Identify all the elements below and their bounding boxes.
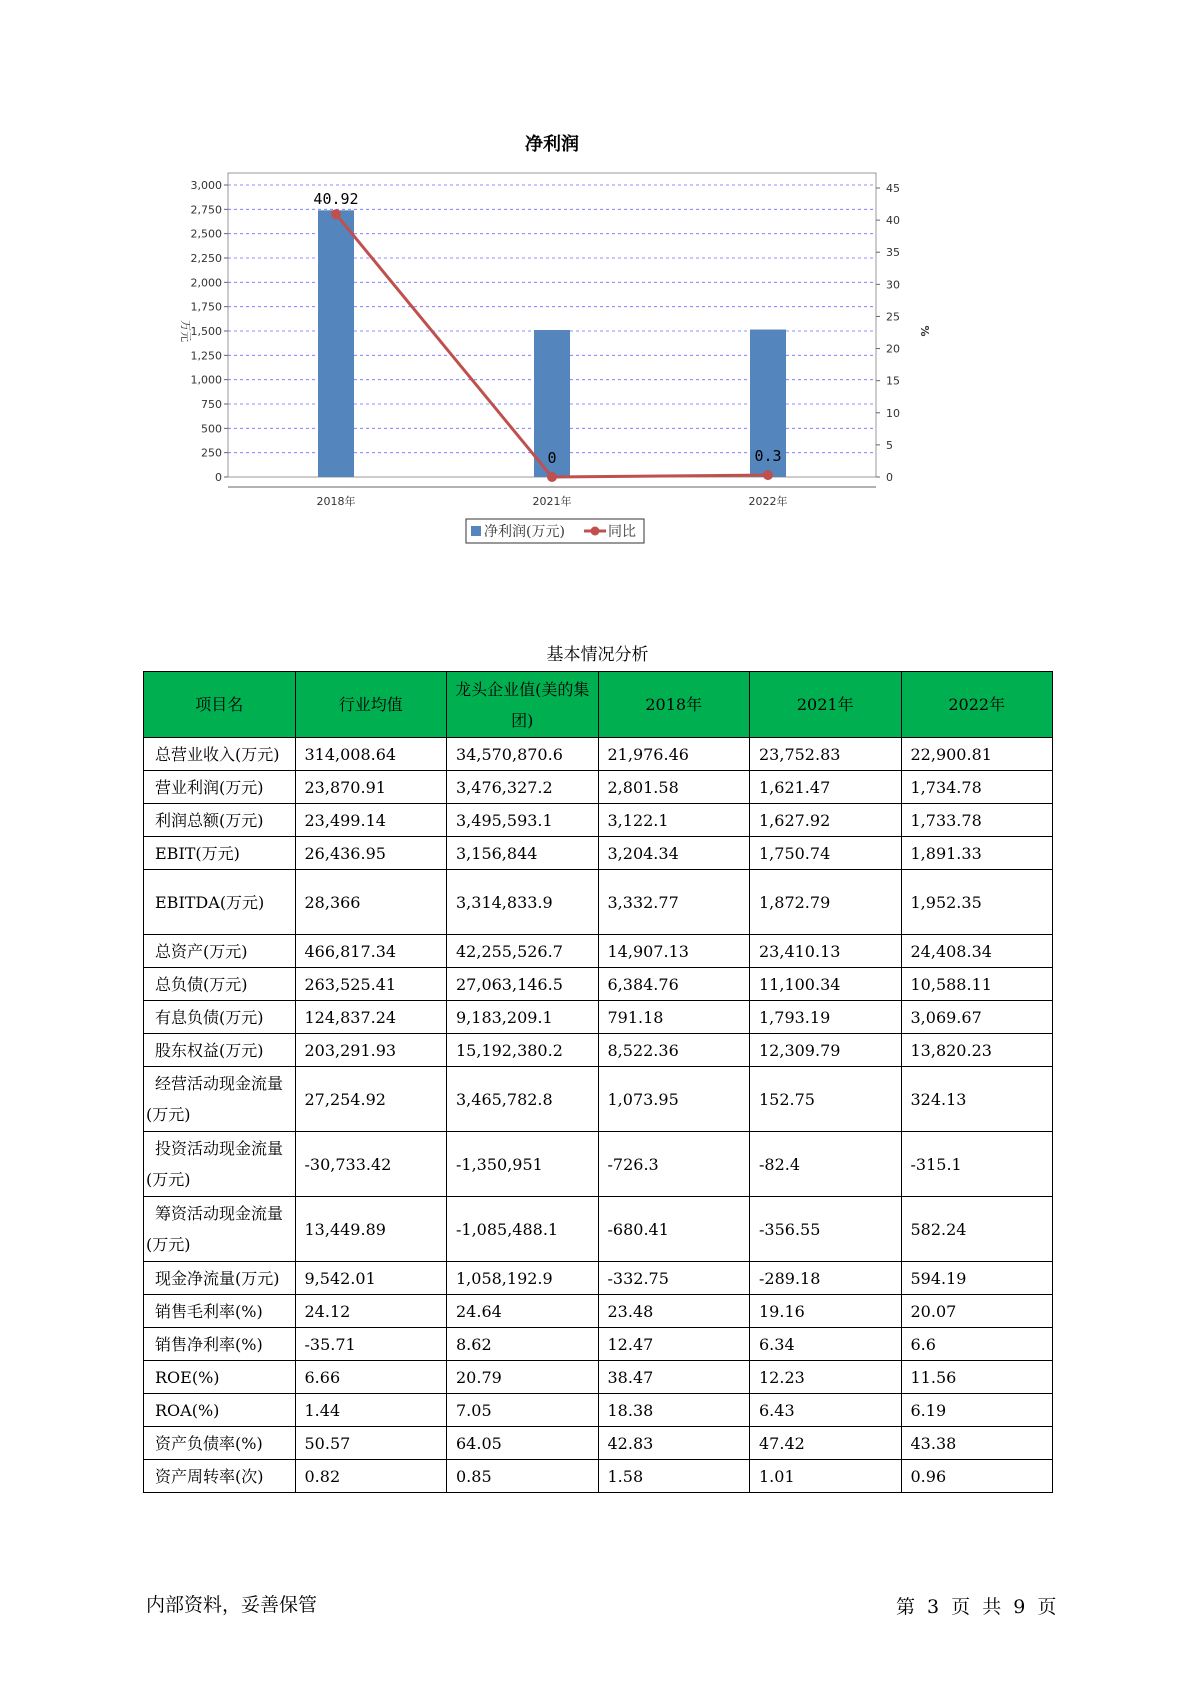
row-label: ROE(%) — [144, 1361, 296, 1394]
row-label: 筹资活动现金流量(万元) — [144, 1197, 296, 1262]
table-cell: 11,100.34 — [750, 968, 902, 1001]
row-label: 有息负债(万元) — [144, 1001, 296, 1034]
row-label: EBITDA(万元) — [144, 870, 296, 935]
table-row — [144, 1197, 1053, 1262]
table-cell: -680.41 — [598, 1197, 750, 1262]
table-cell: 13,820.23 — [901, 1034, 1053, 1067]
table-cell: 12.23 — [750, 1361, 902, 1394]
y-tick-label: 2,750 — [190, 203, 222, 217]
legend-line-marker — [591, 527, 600, 536]
y2-tick-label: 5 — [886, 438, 893, 452]
x-tick-label: 2022年 — [748, 495, 788, 508]
table-cell: 466,817.34 — [295, 935, 447, 968]
table-cell: 2,801.58 — [598, 771, 750, 804]
table-cell: 0.82 — [295, 1460, 447, 1493]
column-header: 2018年 — [598, 672, 750, 738]
table-cell: 582.24 — [901, 1197, 1053, 1262]
table-cell: 1,750.74 — [750, 837, 902, 870]
row-label: 总负债(万元) — [144, 968, 296, 1001]
row-label: 营业利润(万元) — [144, 771, 296, 804]
column-header: 行业均值 — [295, 672, 447, 738]
table-cell: 1.58 — [598, 1460, 750, 1493]
table-cell: 1,073.95 — [598, 1067, 750, 1132]
table-cell: 43.38 — [901, 1427, 1053, 1460]
y-tick-label: 1,250 — [190, 349, 222, 363]
table-cell: 22,900.81 — [901, 738, 1053, 771]
table-row — [144, 1328, 1053, 1361]
table-cell: 23,870.91 — [295, 771, 447, 804]
table-cell: 18.38 — [598, 1394, 750, 1427]
table-cell: 791.18 — [598, 1001, 750, 1034]
table-cell: 9,542.01 — [295, 1262, 447, 1295]
table-cell: 8.62 — [447, 1328, 599, 1361]
legend-line-label: 同比 — [608, 524, 636, 540]
table-cell: 3,495,593.1 — [447, 804, 599, 837]
column-header: 2021年 — [750, 672, 902, 738]
table-cell: 23,752.83 — [750, 738, 902, 771]
table-cell: -30,733.42 — [295, 1132, 447, 1197]
table-cell: 1,621.47 — [750, 771, 902, 804]
row-label: 投资活动现金流量(万元) — [144, 1132, 296, 1197]
y-tick-label: 0 — [215, 471, 222, 484]
yoy-point — [763, 470, 773, 480]
table-cell: 38.47 — [598, 1361, 750, 1394]
table-cell: 6.43 — [750, 1394, 902, 1427]
table-cell: -332.75 — [598, 1262, 750, 1295]
table-cell: 23.48 — [598, 1295, 750, 1328]
table-cell: 12.47 — [598, 1328, 750, 1361]
table-cell: 27,063,146.5 — [447, 968, 599, 1001]
table-cell: 3,069.67 — [901, 1001, 1053, 1034]
table-cell: 0.96 — [901, 1460, 1053, 1493]
row-label: 股东权益(万元) — [144, 1034, 296, 1067]
table-cell: 1.44 — [295, 1394, 447, 1427]
table-cell: 42.83 — [598, 1427, 750, 1460]
table-cell: 20.07 — [901, 1295, 1053, 1328]
table-cell: 50.57 — [295, 1427, 447, 1460]
table-header-row — [144, 672, 1053, 738]
table-cell: 24.64 — [447, 1295, 599, 1328]
table-cell: -289.18 — [750, 1262, 902, 1295]
row-label: 资产负债率(%) — [144, 1427, 296, 1460]
table-row — [144, 837, 1053, 870]
yoy-data-label: 0 — [547, 449, 557, 467]
table-cell: 13,449.89 — [295, 1197, 447, 1262]
table-cell: 28,366 — [295, 870, 447, 935]
basic-analysis-table — [143, 671, 1053, 1493]
table-cell: 1,058,192.9 — [447, 1262, 599, 1295]
y-tick-label: 1,000 — [190, 373, 222, 387]
footer-confidential-note: 内部资料，妥善保管 — [146, 1594, 318, 1616]
table-row — [144, 1001, 1053, 1034]
table-cell: -315.1 — [901, 1132, 1053, 1197]
y-axis-label: 万元 — [179, 320, 192, 342]
y2-tick-label: 40 — [886, 214, 900, 228]
table-row — [144, 1067, 1053, 1132]
table-cell: 27,254.92 — [295, 1067, 447, 1132]
net-profit-chart — [170, 130, 1030, 600]
chart-canvas — [170, 130, 1030, 600]
x-tick-label: 2018年 — [316, 495, 356, 508]
table-row — [144, 1394, 1053, 1427]
table-cell: 3,156,844 — [447, 837, 599, 870]
table-cell: -726.3 — [598, 1132, 750, 1197]
table-row — [144, 1361, 1053, 1394]
table-row — [144, 771, 1053, 804]
table-cell: 1,872.79 — [750, 870, 902, 935]
legend-bar-swatch — [471, 526, 481, 536]
row-label: 利润总额(万元) — [144, 804, 296, 837]
table-cell: 7.05 — [447, 1394, 599, 1427]
table-caption: 基本情况分析 — [546, 645, 649, 665]
y-tick-label: 750 — [201, 398, 222, 411]
yoy-data-label: 0.3 — [754, 447, 782, 466]
y-tick-label: 500 — [201, 422, 222, 436]
table-cell: 0.85 — [447, 1460, 599, 1493]
table-cell: 24.12 — [295, 1295, 447, 1328]
table-cell: 15,192,380.2 — [447, 1034, 599, 1067]
table-row — [144, 1262, 1053, 1295]
table-cell: 1,627.92 — [750, 804, 902, 837]
column-header: 2022年 — [901, 672, 1053, 738]
table-cell: 26,436.95 — [295, 837, 447, 870]
table-cell: 10,588.11 — [901, 968, 1053, 1001]
table-cell: 3,476,327.2 — [447, 771, 599, 804]
table-row — [144, 870, 1053, 935]
table-cell: 324.13 — [901, 1067, 1053, 1132]
table-cell: 1.01 — [750, 1460, 902, 1493]
table-cell: 124,837.24 — [295, 1001, 447, 1034]
y2-axis-label: % — [918, 325, 931, 337]
table-cell: 1,952.35 — [901, 870, 1053, 935]
y2-tick-label: 10 — [886, 406, 900, 420]
row-label: 销售净利率(%) — [144, 1328, 296, 1361]
table-cell: 64.05 — [447, 1427, 599, 1460]
y2-tick-label: 35 — [886, 246, 900, 260]
table-cell: 594.19 — [901, 1262, 1053, 1295]
y2-tick-label: 45 — [886, 182, 900, 195]
row-label: 经营活动现金流量(万元) — [144, 1067, 296, 1132]
table-cell: 24,408.34 — [901, 935, 1053, 968]
bar — [318, 210, 354, 477]
y-tick-label: 2,500 — [190, 227, 222, 241]
y2-tick-label: 25 — [886, 310, 900, 324]
table-cell: 3,204.34 — [598, 837, 750, 870]
table-cell: 12,309.79 — [750, 1034, 902, 1067]
table-cell: 6.6 — [901, 1328, 1053, 1361]
row-label: 销售毛利率(%) — [144, 1295, 296, 1328]
y2-tick-label: 15 — [886, 374, 900, 388]
y-tick-label: 250 — [201, 446, 222, 460]
table-cell: 1,793.19 — [750, 1001, 902, 1034]
table-cell: 6.66 — [295, 1361, 447, 1394]
table-row — [144, 935, 1053, 968]
table-cell: 23,410.13 — [750, 935, 902, 968]
table-cell: 203,291.93 — [295, 1034, 447, 1067]
table-cell: 3,122.1 — [598, 804, 750, 837]
table-cell: 21,976.46 — [598, 738, 750, 771]
yoy-point — [547, 472, 557, 482]
table-row — [144, 1034, 1053, 1067]
table-cell: 6.34 — [750, 1328, 902, 1361]
table-cell: 42,255,526.7 — [447, 935, 599, 968]
table-cell: 19.16 — [750, 1295, 902, 1328]
table-cell: -1,085,488.1 — [447, 1197, 599, 1262]
table-cell: 1,891.33 — [901, 837, 1053, 870]
table-cell: 14,907.13 — [598, 935, 750, 968]
table-cell: 9,183,209.1 — [447, 1001, 599, 1034]
y2-tick-label: 30 — [886, 278, 900, 292]
footer-page-number: 第 3 页 共 9 页 — [896, 1596, 1057, 1618]
row-label: 总资产(万元) — [144, 935, 296, 968]
row-label: ROA(%) — [144, 1394, 296, 1427]
table-cell: 314,008.64 — [295, 738, 447, 771]
column-header: 龙头企业值(美的集团) — [447, 672, 599, 738]
y-tick-label: 3,000 — [190, 179, 222, 192]
table-row — [144, 1460, 1053, 1493]
table-row — [144, 968, 1053, 1001]
table-cell: -1,350,951 — [447, 1132, 599, 1197]
x-tick-label: 2021年 — [532, 495, 572, 508]
legend-bar-label: 净利润(万元) — [484, 524, 565, 540]
table-row — [144, 1427, 1053, 1460]
table-cell: 6,384.76 — [598, 968, 750, 1001]
row-label: 现金净流量(万元) — [144, 1262, 296, 1295]
column-header: 项目名 — [144, 672, 296, 738]
y2-tick-label: 0 — [886, 471, 893, 484]
row-label: 资产周转率(次) — [144, 1460, 296, 1493]
table-row — [144, 738, 1053, 771]
row-label: 总营业收入(万元) — [144, 738, 296, 771]
table-cell: 11.56 — [901, 1361, 1053, 1394]
y-tick-label: 1,500 — [190, 325, 222, 338]
table-cell: -356.55 — [750, 1197, 902, 1262]
table-cell: -82.4 — [750, 1132, 902, 1197]
table-cell: 23,499.14 — [295, 804, 447, 837]
row-label: EBIT(万元) — [144, 837, 296, 870]
chart-title: 净利润 — [525, 134, 579, 155]
table-row — [144, 804, 1053, 837]
table-cell: 3,465,782.8 — [447, 1067, 599, 1132]
table-cell: 3,332.77 — [598, 870, 750, 935]
table-cell: 6.19 — [901, 1394, 1053, 1427]
table-cell: 47.42 — [750, 1427, 902, 1460]
table-cell: 20.79 — [447, 1361, 599, 1394]
table-cell: 1,733.78 — [901, 804, 1053, 837]
y2-tick-label: 20 — [886, 342, 900, 356]
table-row — [144, 1132, 1053, 1197]
table-cell: 3,314,833.9 — [447, 870, 599, 935]
table-cell: 263,525.41 — [295, 968, 447, 1001]
table-row — [144, 1295, 1053, 1328]
table-cell: 152.75 — [750, 1067, 902, 1132]
table-cell: 8,522.36 — [598, 1034, 750, 1067]
y-tick-label: 2,000 — [190, 276, 222, 290]
table-cell: 1,734.78 — [901, 771, 1053, 804]
yoy-data-label: 40.92 — [313, 190, 359, 209]
table-cell: 34,570,870.6 — [447, 738, 599, 771]
y-tick-label: 1,750 — [190, 300, 222, 314]
table-cell: -35.71 — [295, 1328, 447, 1361]
y-tick-label: 2,250 — [190, 252, 222, 265]
yoy-point — [331, 209, 341, 219]
